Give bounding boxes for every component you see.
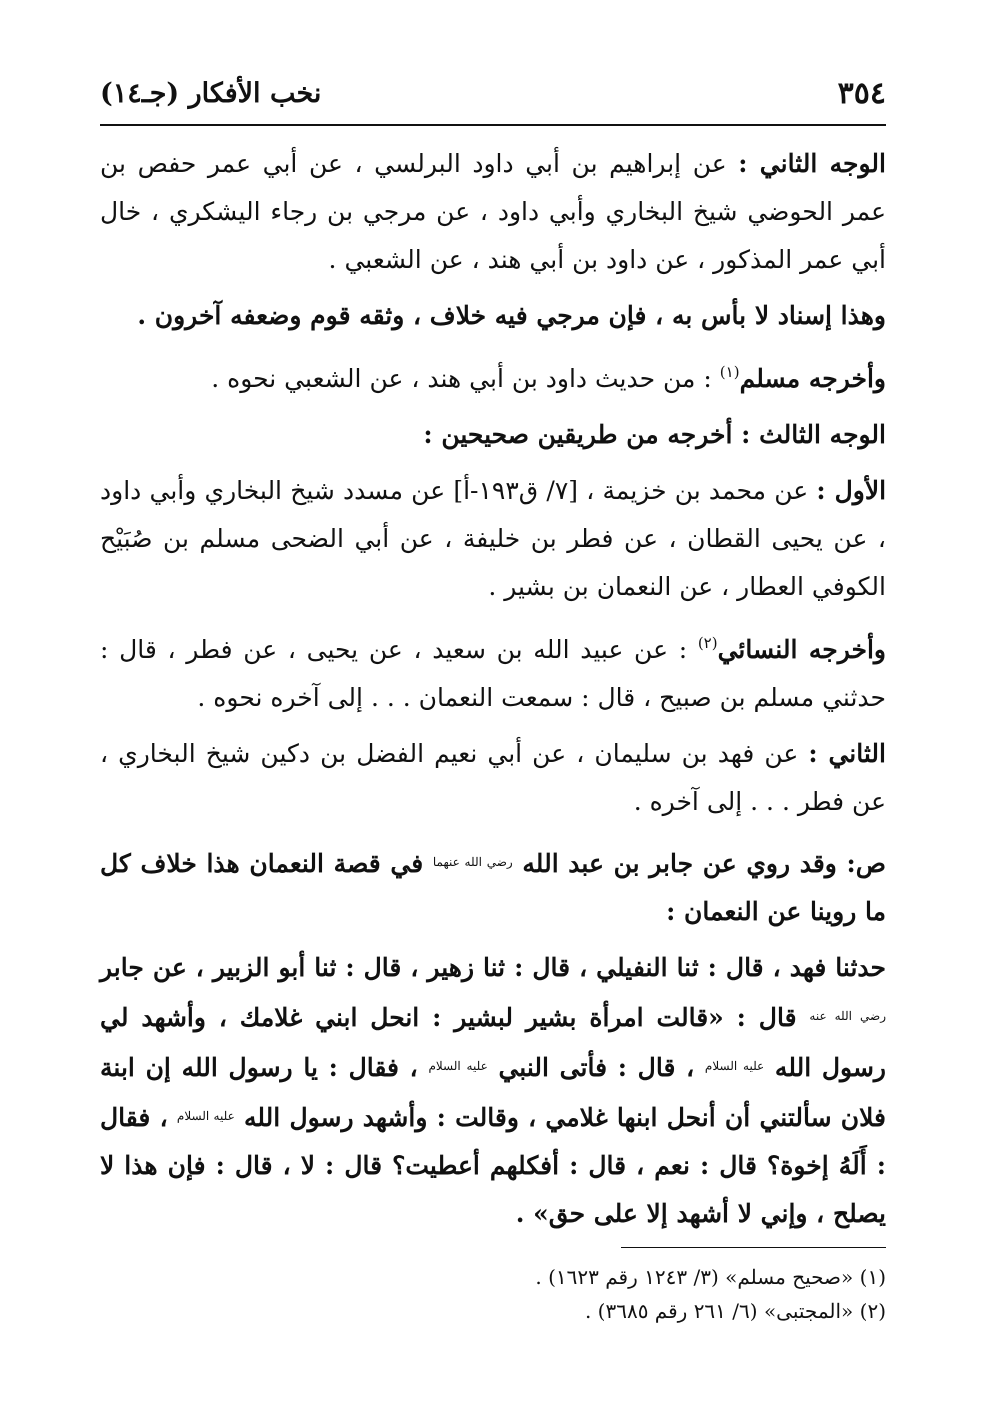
paragraph-text: عن فهد بن سليمان ، عن أبي نعيم الفضل بن دكين شيخ البخاري ، عن فطر . . . إلى آخره . bbox=[100, 739, 886, 816]
paragraph-text: ، قال : فأتى النبي bbox=[487, 1053, 705, 1082]
footnote-2: (٢) «المجتبى» (٦/ ٢٦١ رقم ٣٦٨٥) . bbox=[584, 1299, 886, 1323]
paragraph-text: عن إبراهيم بن أبي داود البرلسي ، عن أبي عمر حفص بن عمر الحوضي شيخ البخاري وأبي داود ، عن مرجي بن رجاء اليشكري ، خال أبي عمر المذكور ، عن داود بن أبي هند ، عن الشعبي . bbox=[100, 149, 886, 274]
paragraph-text: وهذا إسناد لا بأس به ، فإن مرجي فيه خلاف ، وثقه قوم وضعفه آخرون . bbox=[137, 301, 886, 330]
paragraph-nasai-reference bbox=[100, 619, 886, 722]
paragraph-text: حدثنا فهد ، قال : ثنا النفيلي ، قال : ثنا زهير ، قال : ثنا أبو الزبير ، عن جابر bbox=[100, 953, 886, 982]
footnote-divider bbox=[621, 1247, 886, 1248]
paragraph-text: الوجه الثالث : أخرجه من طريقين صحيحين : bbox=[423, 420, 886, 449]
paragraph-text: : من حديث داود بن أبي هند ، عن الشعبي نحوه . bbox=[211, 364, 720, 393]
honorific-glyph: رضي الله عنهما bbox=[432, 855, 513, 869]
paragraph-isnad-assessment bbox=[100, 292, 886, 340]
paragraph-text: ، فقال : أَلَهُ إخوة؟ قال : نعم ، قال : أفكلهم أعطيت؟ قال : لا ، قال : فإن هذا لا يصلح ، وإني لا أشهد إلا على حق» . bbox=[100, 1103, 886, 1228]
paragraph-text: : عن عبيد الله بن سعيد ، عن يحيى ، عن فطر ، قال : حدثني مسلم بن صبيح ، قال : سمعت النعمان . . . إلى آخره نحوه . bbox=[100, 635, 886, 712]
honorific-glyph: عليه السلام bbox=[428, 1059, 488, 1073]
paragraph-hadith bbox=[100, 944, 886, 1238]
paragraph-lead: الأول : bbox=[816, 476, 887, 505]
paragraph-lead: الوجه الثاني : bbox=[738, 149, 886, 178]
footnote-ref-1[interactable]: (١) bbox=[719, 363, 740, 381]
paragraph-text: في قصة النعمان هذا خلاف كل ما روينا عن النعمان : bbox=[100, 849, 886, 926]
running-title: نخب الأفكار (جـ١٤) bbox=[100, 78, 322, 109]
paragraph-second-aspect bbox=[100, 140, 886, 284]
paragraph-muslim-reference bbox=[100, 348, 886, 403]
paragraph-lead: وأخرجه النسائي bbox=[717, 635, 886, 664]
paragraph-lead: الثاني : bbox=[808, 739, 886, 768]
page-header bbox=[100, 72, 886, 126]
footnote-ref-2[interactable]: (٢) bbox=[697, 634, 718, 652]
main-text bbox=[100, 140, 886, 1246]
paragraph-text: ، فقال : يا رسول الله إن ابنة فلان سألتني أن أنحل ابنها غلامي ، وقالت : وأشهد رسول الله bbox=[100, 1053, 887, 1132]
footnotes bbox=[100, 1260, 886, 1328]
paragraph-matn-intro bbox=[100, 838, 886, 936]
paragraph-text: قال : «قالت امرأة بشير لبشير : انحل ابني غلامك ، وأشهد لي رسول الله bbox=[100, 1003, 886, 1082]
paragraph-second-route bbox=[100, 730, 886, 826]
paragraph-text: ص: وقد روي عن جابر بن عبد الله bbox=[522, 849, 887, 878]
paragraph-first-route bbox=[100, 467, 886, 611]
paragraph-third-aspect bbox=[100, 411, 886, 459]
honorific-glyph: عليه السلام bbox=[176, 1109, 235, 1123]
page-number: ٣٥٤ bbox=[837, 76, 886, 111]
honorific-glyph: عليه السلام bbox=[704, 1059, 765, 1073]
footnote-1: (١) «صحيح مسلم» (٣/ ١٢٤٣ رقم ١٦٢٣) . bbox=[535, 1265, 886, 1289]
honorific-glyph: رضي الله عنه bbox=[809, 1009, 886, 1023]
paragraph-text: عن محمد بن خزيمة ، [٧/ ق١٩٣-أ] عن مسدد شيخ البخاري وأبي داود ، عن يحيى القطان ، عن فطر بن خليفة ، عن أبي الضحى مسلم بن صُبَيْح الكوفي العطار ، عن النعمان بن بشير . bbox=[100, 476, 886, 601]
paragraph-lead: وأخرجه مسلم bbox=[739, 364, 886, 393]
